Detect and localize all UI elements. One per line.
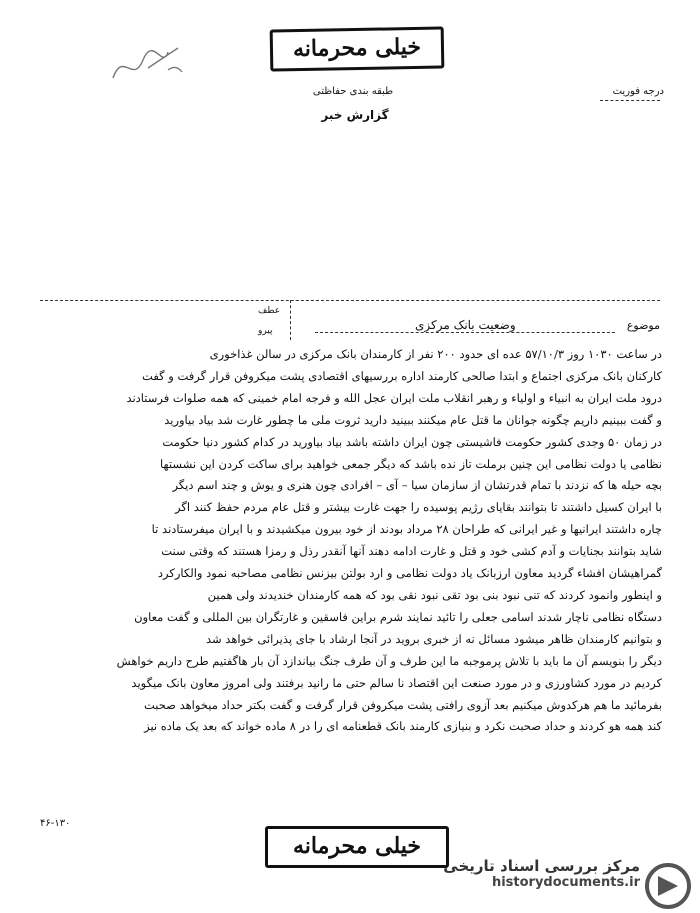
handwritten-scribble <box>108 40 188 90</box>
body-line: بچه حیله ها که نزدند با تمام قدرتشان از سازمان سیا – آی – افرادی چون هنری و یوش و چند اسم دیگر <box>172 478 662 493</box>
body-line: کردیم در مورد کشاورزی و در مورد صنعت این اقتصاد نا سالم حتی ما رانید برفتند ولی امروز معاون بانک میگوید <box>131 675 662 690</box>
classification-stamp-bottom: خیلی محرمانه <box>265 826 449 868</box>
body-line: و اینطور وانمود کردند که تنی نبود بنی بود تقی نبود نقی بود که همه کارمندان خندیدند ولی همین <box>207 587 662 602</box>
watermark-title: مرکز بررسی اسناد تاریخی <box>443 857 640 875</box>
body-line: چاره داشتند ایرانیها و غیر ایرانی که طراحان ۲۸ مرداد بودند از خود بیرون میکشیدند و با ایران میفرستادند تا <box>151 522 662 537</box>
body-line: شاید بتوانند بجنایات و آدم کشی خود و قتل و غارت ادامه دهند آنها آنقدر رذل و رمزا هستند که وقتی سنت <box>161 544 662 559</box>
box-label-followup: پیرو <box>258 326 273 336</box>
subject-value: وضعیت بانک مرکزی <box>315 318 615 333</box>
box-label-reference: عطف <box>258 306 281 316</box>
body-line: بفرمائید ما هم هرکدوش میکنیم بعد آزوی رافتی پشت میکروفن قرار گرفت و گفت بکتر حداد میخواهد صحبت <box>143 697 662 712</box>
document-number: ۴۶-۱۳۰ <box>40 818 71 829</box>
body-line: نظامی یا دولت نظامی این چنین برملت تاز نده باشد که دیگر جمعی خواهید برای ساکت کردن این نشستها <box>160 456 662 471</box>
subject-label: موضوع <box>626 319 660 332</box>
body-line: کند همه هو کردند و حداد صحبت نکرد و بنیازی کارمند بانک قطعنامه ای را در ۸ ماده خواند که بعد یک ماده نیز <box>144 719 662 734</box>
classification-stamp-top: خیلی محرمانه <box>270 26 445 71</box>
body-line: با ایران کسیل داشتند تا بتوانند بقایای رژیم پوسیده را جهت غارت بیشتر و قتل عام مردم حفظ کنند اگر <box>175 500 662 515</box>
security-category-label: طبقه بندی حفاظتی <box>312 86 394 97</box>
report-title: گزارش خبر <box>321 108 389 122</box>
body-line: دستگاه نظامی ناچار شدند اسامی جعلی را تائید نمایند شرم براین فاسقین و غارتگران بین المللی و گفت معاون <box>134 609 662 624</box>
archive-watermark <box>443 857 640 890</box>
subject-row <box>315 318 660 333</box>
archive-logo-icon <box>644 862 692 910</box>
urgency-grade-label: درجه فوریت <box>612 86 664 97</box>
report-body <box>50 344 662 738</box>
body-line: کارکنان بانک مرکزی اجتماع و ابتدا صالحی کارمند اداره بررسیهای اقتصادی پشت میکروفن قرار گرفت و گفت <box>142 368 662 383</box>
body-line: و گفت ببینیم داریم چگونه جوانان ما قتل عام میکنند ببینید دارید ثروت ملی ما چطور غارت شد بیاد بیاورید <box>164 412 662 427</box>
body-line: و بتوانیم کارمندان ظاهر میشود مسائل نه از خبری بروید در آنجا ارشاد با جای پذیرائی خواهد شد <box>205 631 662 646</box>
body-line: درود ملت ایران به انبیاء و اولیاء و رهبر انقلاب ملت ایران عجل الله و فرجه امام خمینی که همه صلوات فرستادند <box>126 390 662 405</box>
body-line: در زمان ۵۰ وجدی کشور حکومت فاشیستی چون ایران داشته باشد بیاد بیاورید در کدام کشور دنیا حکومت <box>162 434 662 449</box>
body-line: در ساعت ۱۰۳۰ روز ۵۷/۱۰/۳ عده ای حدود ۲۰۰ نفر از کارمندان بانک مرکزی در سالن غذاخوری <box>209 347 662 361</box>
watermark-url: historydocuments.ir <box>491 875 640 890</box>
body-line: گمراهیشان افشاء گردید معاون ارزبانک یاد دولت نظامی و ارد بولتن بیزنس نظامی مصاحبه نمود والکارکرد <box>157 566 662 581</box>
body-line: دیگر را بنویسم آن ما باید با تلاش پرموجبه ما این طرف و آن طرف جنگ بیاندازد آن بار هاگفتیم طرح داریم خواهش <box>116 653 662 668</box>
